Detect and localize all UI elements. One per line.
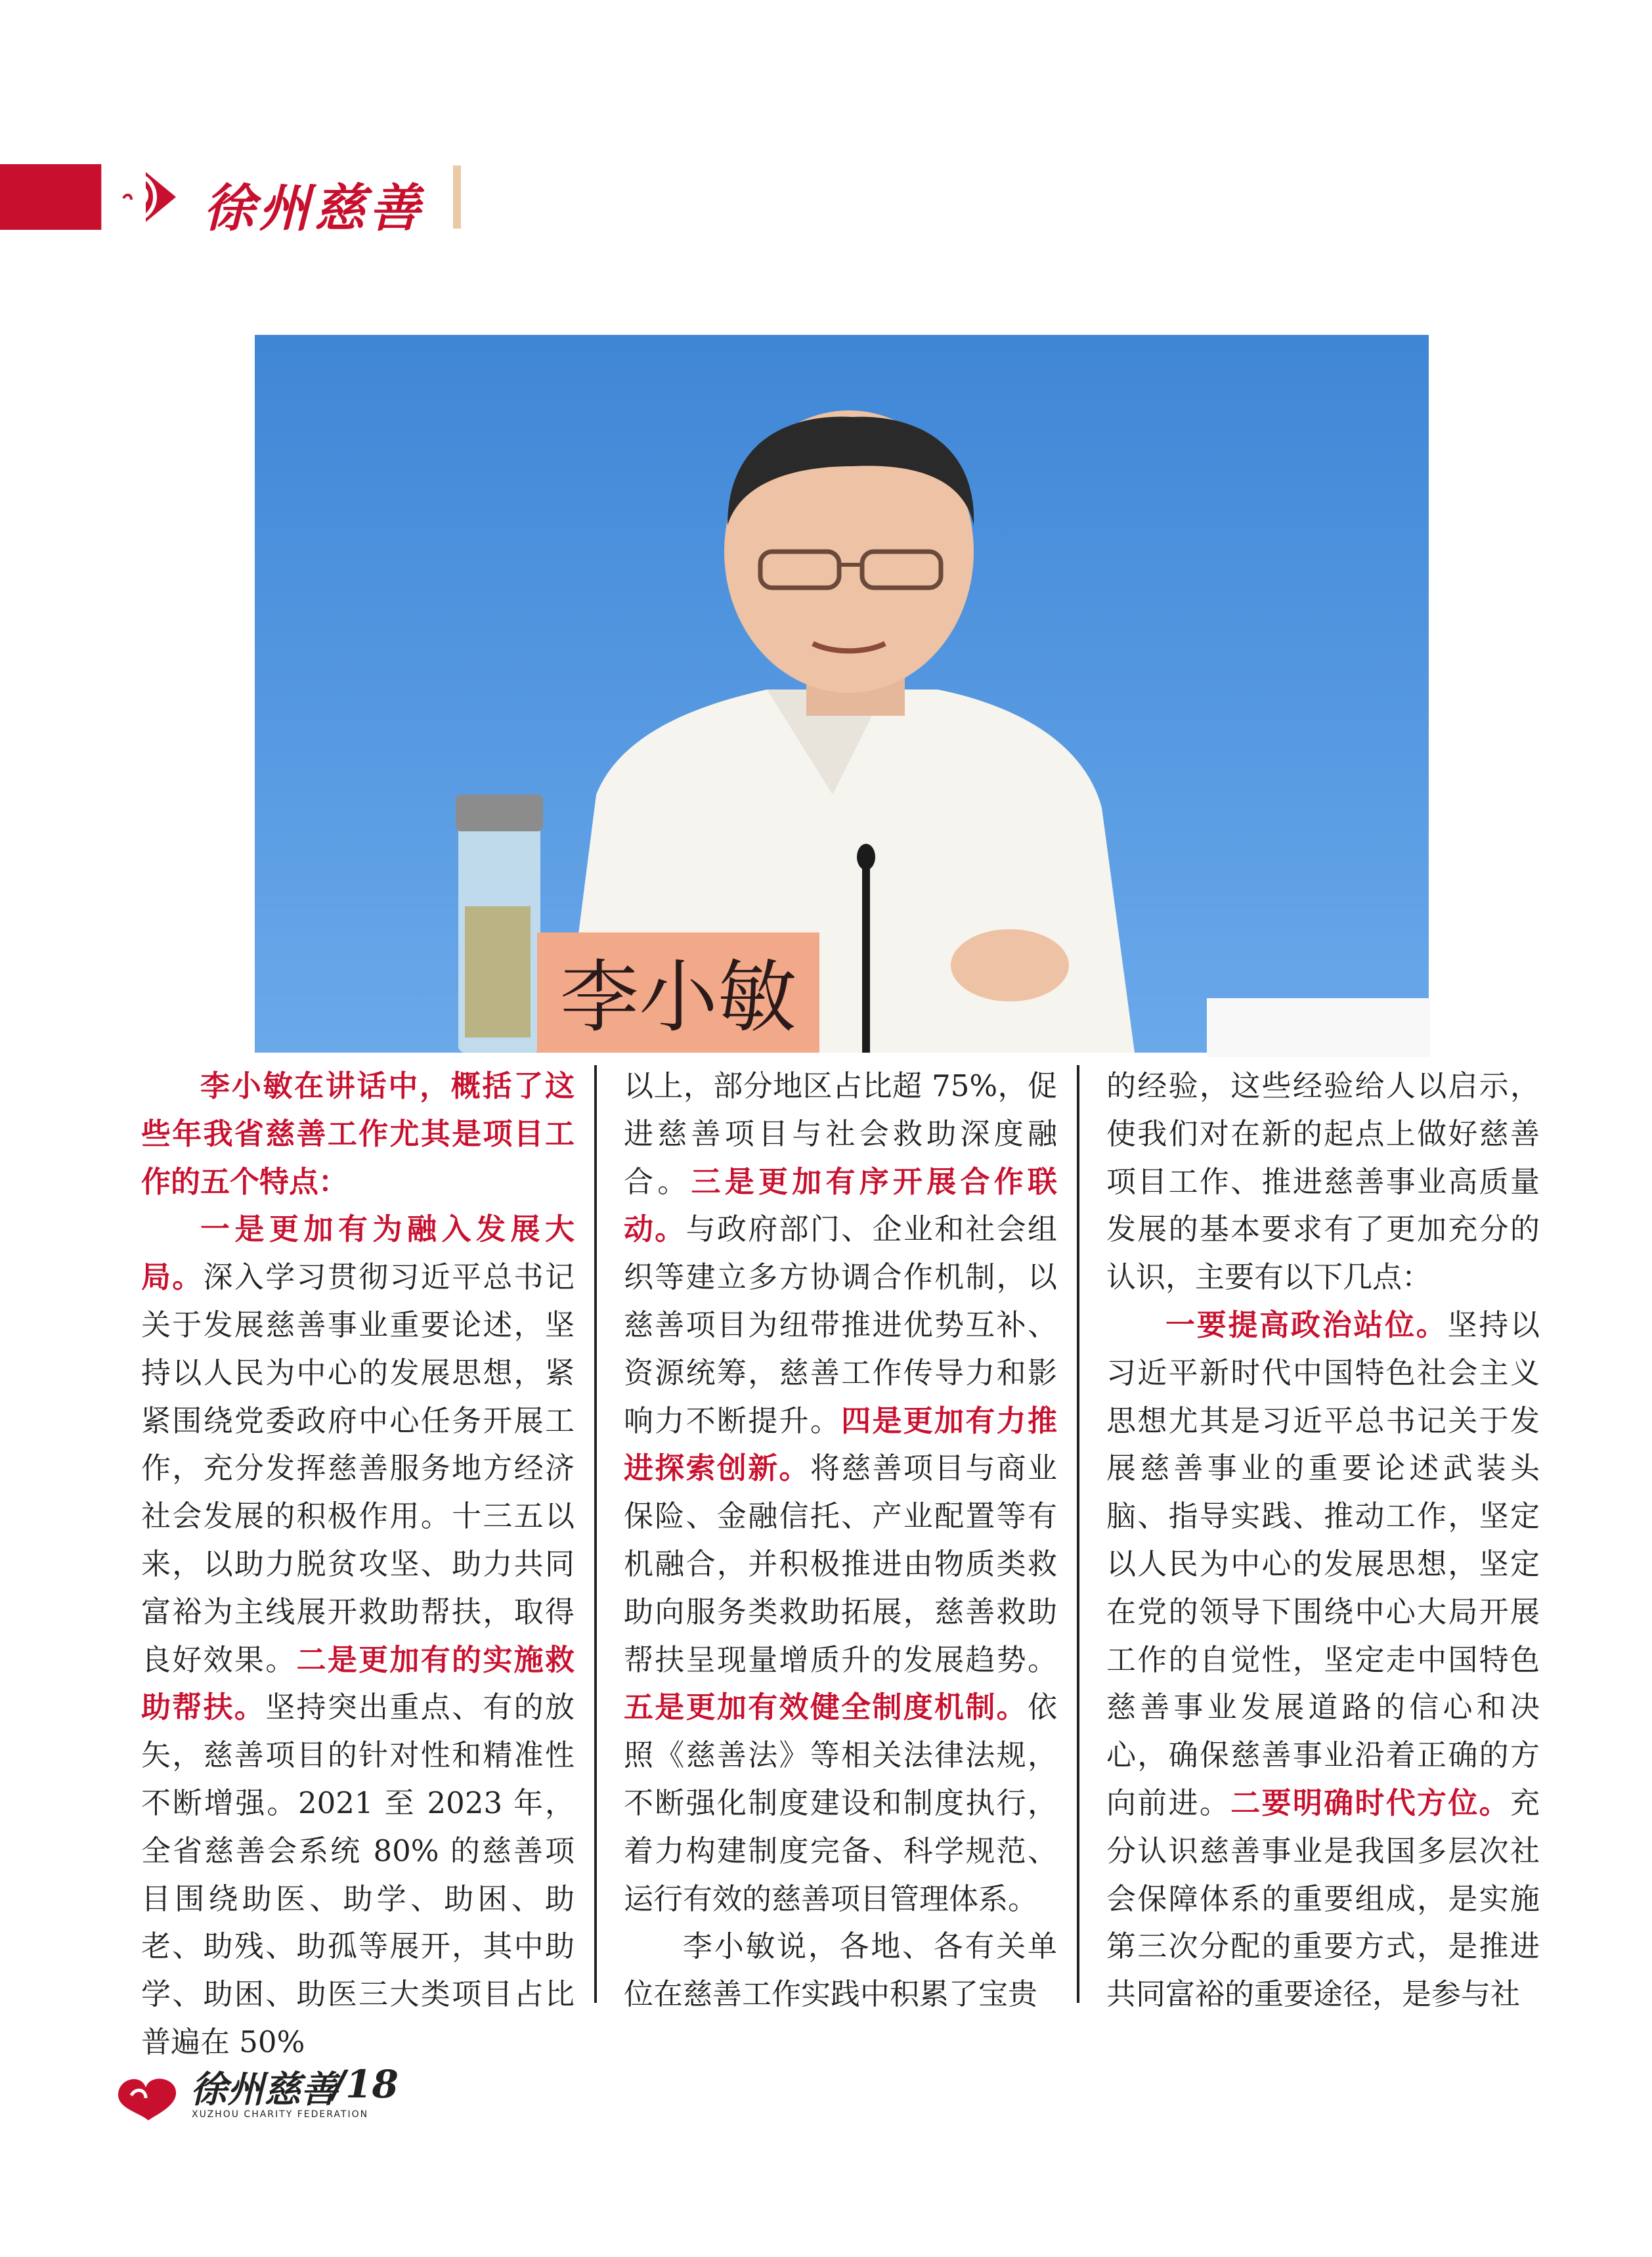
- paragraph-text: 深入学习贯彻习近平总书记关于发展慈善事业重要论述，坚持以人民为中心的发展思想，紧紧围绕党委政府中心任务开展工作，充分发挥慈善服务地方经济社会发展的积极作用。十三五以来，以助力脱贫攻坚、助力共同富裕为主线展开救助帮扶，取得良好效果。: [141, 1260, 575, 1677]
- paragraph-text: 坚持以习近平新时代中国特色社会主义思想尤其是习近平总书记关于发展慈善事业的重要论述武装头脑、指导实践、推动工作，坚定以人民为中心的发展思想，坚定在党的领导下围绕中心大局开展工作的自觉性，坚定走中国特色慈善事业发展道路的信心和决心，确保慈善事业沿着正确的方向前进。: [1106, 1307, 1540, 1820]
- point-heading: 一要提高政治站位。: [1165, 1307, 1448, 1342]
- column-divider: [594, 1065, 597, 2003]
- point-heading: 一是更加有为融入发展大局。: [141, 1212, 575, 1295]
- point-heading: 四是更加有力推进探索创新。: [624, 1403, 1057, 1486]
- article-column-2: [624, 1063, 1057, 2012]
- point-heading: 二要明确时代方位。: [1230, 1785, 1510, 1820]
- point-heading: 二是更加有的实施救助帮扶。: [141, 1642, 575, 1725]
- point-heading: 五是更加有效健全制度机制。: [624, 1690, 1028, 1725]
- paragraph-text: 充分认识慈善事业是我国多层次社会保障体系的重要组成，是实施第三次分配的重要方式，是推进共同富裕的重要途径，是参与社: [1106, 1785, 1540, 2012]
- intro-paragraph: 李小敏在讲话中，概括了这些年我省慈善工作尤其是项目工作的五个特点：: [141, 1068, 575, 1199]
- paragraph: [141, 1206, 575, 2066]
- header-divider: [453, 165, 461, 229]
- point-heading: 三是更加有序开展合作联动。: [624, 1164, 1057, 1247]
- paragraph: 的经验，这些经验给人以启示，使我们对在新的起点上做好慈善项目工作、推进慈善事业高质量发展的基本要求有了更加充分的认识，主要有以下几点：: [1106, 1068, 1540, 1295]
- paragraph-text: 将慈善项目与商业保险、金融信托、产业配置等有机融合，并积极推进由物质类救助向服务类救助拓展，慈善救助帮扶呈现量增质升的发展趋势。: [624, 1451, 1057, 1677]
- charity-logo-icon: [92, 165, 171, 229]
- paragraph-text: 以上，部分地区占比超 75%，促进慈善项目与社会救助深度融合。: [624, 1068, 1057, 1199]
- paragraph: [1106, 1302, 1540, 2019]
- paragraph-text: 坚持突出重点、有的放矢，慈善项目的针对性和精准性不断增强。2021 至 2023 年，全省慈善会系统 80% 的慈善项目围绕助医、助学、助困、助老、助残、助孤等展开，其中助学、助困、助医三大类项目占比普遍在 50%: [141, 1690, 575, 2059]
- nameplate-text: 李小敏: [560, 952, 796, 1043]
- header-title: 徐州慈善: [204, 179, 425, 238]
- footer-title: 徐州慈善: [190, 2068, 337, 2111]
- footer-charity-logo-icon: [112, 2065, 187, 2121]
- page-number: /18: [332, 2062, 399, 2107]
- article-column-3: [1106, 1063, 1540, 2012]
- paragraph: 李小敏说，各地、各有关单位在慈善工作实践中积累了宝贵: [624, 1929, 1057, 2012]
- speaker-photo: [255, 335, 1429, 1053]
- paragraph-text: 与政府部门、企业和社会组织等建立多方协调合作机制，以慈善项目为纽带推进优势互补、资源统筹，慈善工作传导力和影响力不断提升。: [624, 1212, 1057, 1438]
- column-divider: [1077, 1065, 1079, 2003]
- footer-subtitle: XUZHOU CHARITY FEDERATION: [192, 2109, 369, 2120]
- paragraph-text: 依照《慈善法》等相关法律法规，不断强化制度建设和制度执行，着力构建制度完备、科学规范、运行有效的慈善项目管理体系。: [624, 1690, 1057, 1916]
- paragraph: [624, 1063, 1057, 1923]
- article-column-1: [141, 1063, 575, 2059]
